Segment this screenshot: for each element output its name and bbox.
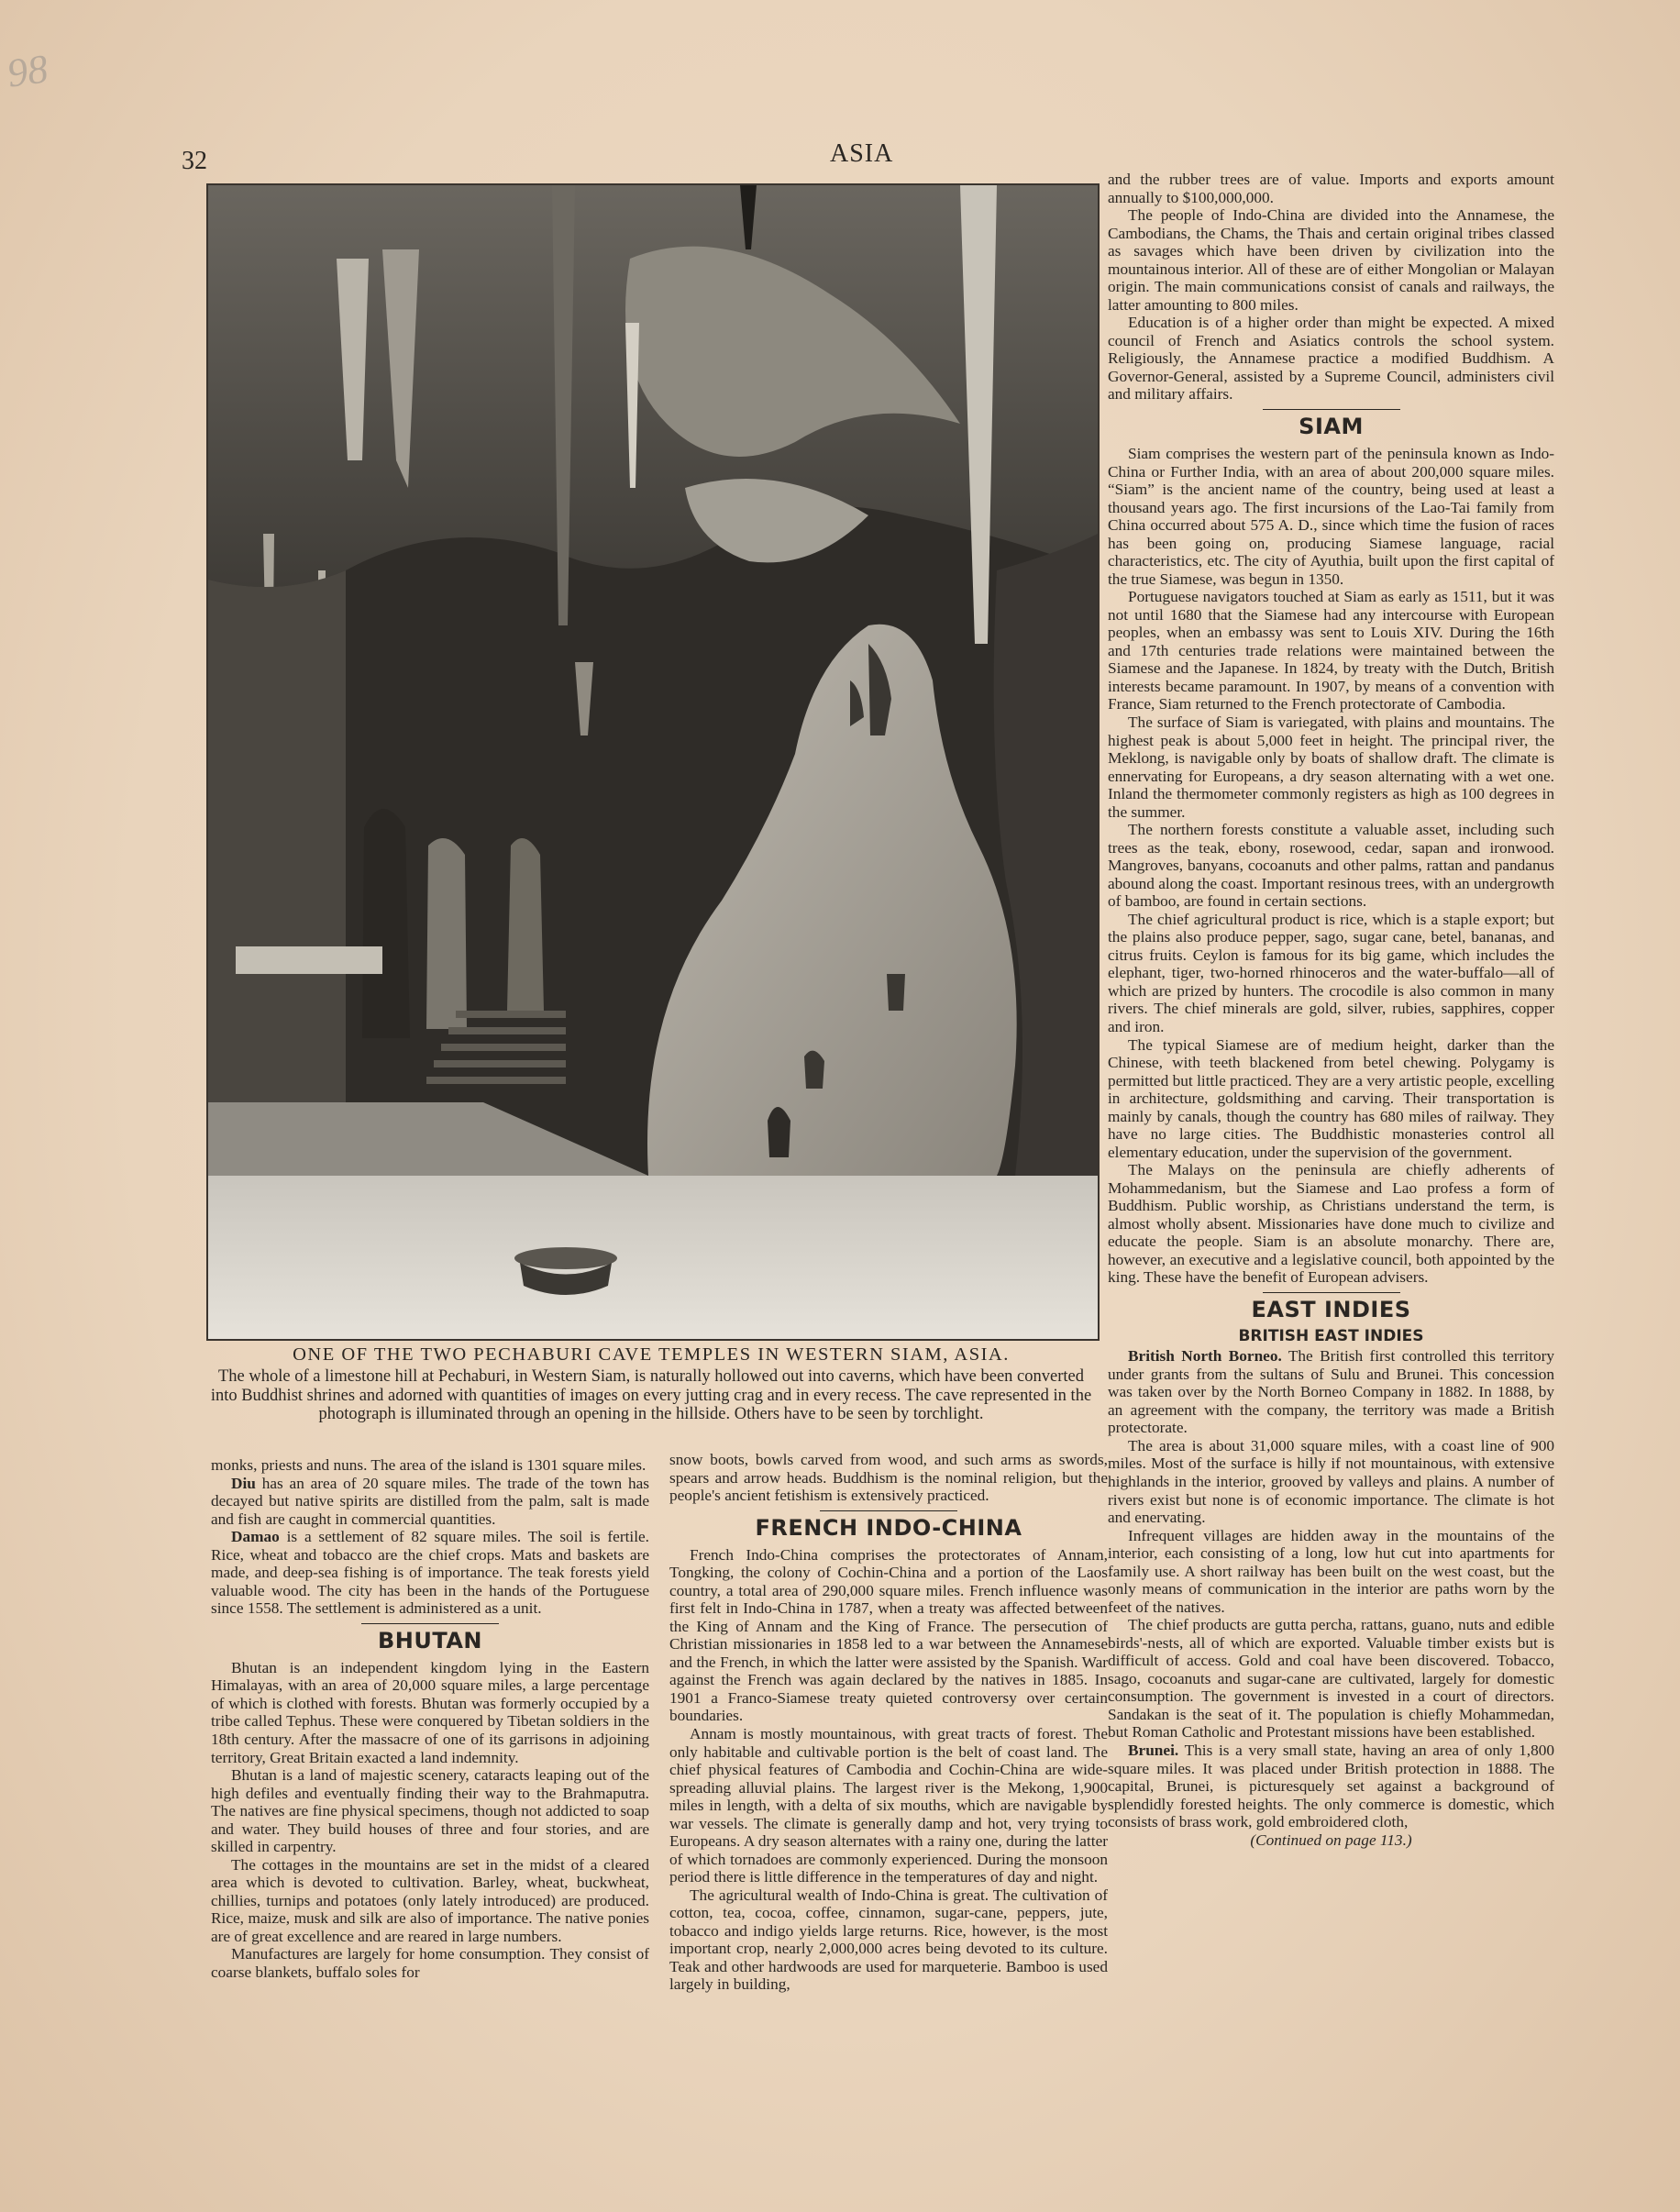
paragraph: The agricultural wealth of Indo-China is great. The cultivation of cotton, tea, cocoa, coffee, cinnamon, sugar-cane, peppers, jute, tobacco and indigo yields large returns. Rice, however, is the most important crop, nearly 2,000,000 acres being devoted to its culture. Teak and other hardwoods are used for marqueterie. Bamboo is used largely in building, bbox=[669, 1886, 1108, 1994]
siam-heading: SIAM bbox=[1108, 409, 1554, 439]
paragraph: and the rubber trees are of value. Imports and exports amount annually to $100,000,000. bbox=[1108, 171, 1554, 206]
british-east-indies-subheading: BRITISH EAST INDIES bbox=[1238, 1327, 1424, 1346]
british-north-borneo-text: The British first controlled this territory under grants from the sultans of Sulu and Brunei. This concession was taken over by the North Borneo Company in 1882. In 1888, by an agreement with the company, the territory was made a British protectorate. bbox=[1108, 1347, 1554, 1437]
cave-temple-photograph bbox=[206, 183, 1100, 1341]
french-indo-china-heading: FRENCH INDO-CHINA bbox=[669, 1510, 1108, 1541]
paragraph: Infrequent villages are hidden away in the mountains of the interior, each consisting of a long, low hut cut into apartments for family use. A short railway has been built on the west coast, but the only means of communication in the interior are paths worn by the feet of the natives. bbox=[1108, 1526, 1554, 1616]
paragraph: The northern forests constitute a valuable asset, including such trees as the teak, ebony, rosewood, cedar, sapan and ironwood. Mangroves, banyans, cocoanuts and other palms, rattan and pandanus abound along the coast. Important resinous trees, with an undergrowth of bamboo, are found in certain sections. bbox=[1108, 821, 1554, 911]
caption-text: The whole of a limestone hill at Pechaburi, in Western Siam, is naturally hollowed out into caverns, which have been converted into Buddhist shrines and adorned with quantities of images on every jutting crag and in every recess. The cave represented in the photograph is illuminated through an opening in the hillside. Others have to be seen by torchlight. bbox=[210, 1366, 1092, 1424]
paragraph: Portuguese navigators touched at Siam as early as 1511, but it was not until 1680 that the Siamese had any intercourse with European peoples, when an embassy was sent to Louis XIV. During the 16th and 17th centuries trade relations were maintained between the Siamese and the Japanese. In 1824, by treaty with the Dutch, British interests became paramount. In 1907, by means of a convention with France, Siam returned to the French protectorate of Cambodia. bbox=[1108, 588, 1554, 713]
diu-label: Diu bbox=[231, 1474, 256, 1492]
diu-paragraph bbox=[211, 1475, 649, 1529]
paragraph: Siam comprises the western part of the peninsula known as Indo-China or Further India, with an area of about 200,000 square miles. “Siam” is the ancient name of the country, being used at least a thousand years ago. The first incursions of the Lao-Tai family from China occurred about 575 A. D., since which time the fusion of races has been going on, producing Siamese language, racial characteristics, etc. The city of Ayuthia, built upon the first capital of the true Siamese, was begun in 1350. bbox=[1108, 445, 1554, 588]
damao-text: is a settlement of 82 square miles. The soil is fertile. Rice, wheat and tobacco are the chief crops. Mats and baskets are made, and deep-sea fishing is of importance. The teak forests yield valuable wood. The city has been in the hands of the Portuguese since 1558. The settlement is administered as a unit. bbox=[211, 1528, 649, 1618]
paragraph: Annam is mostly mountainous, with great tracts of forest. The only habitable and cultivable portion is the belt of coast land. The chief physical features of Cambodia and Cochin-China are wide-spreading alluvial plains. The largest river is the Mekong, 1,900 miles in length, with a delta of six mouths, which are navigable by war vessels. The climate is generally damp and hot, very trying to Europeans. A dry season alternates with a rainy one, during the latter of which tornadoes are commonly experienced. During the monsoon period there is little difference in the temperatures of day and night. bbox=[669, 1725, 1108, 1886]
brunei-paragraph bbox=[1108, 1742, 1554, 1831]
page-number: 32 bbox=[182, 147, 207, 175]
damao-paragraph bbox=[211, 1528, 649, 1618]
british-north-borneo-paragraph bbox=[1108, 1347, 1554, 1437]
paragraph: snow boots, bowls carved from wood, and such arms as swords, spears and arrow heads. Buddhism is the nominal religion, but the people's ancient fetishism is extensively practiced. bbox=[669, 1451, 1108, 1505]
running-head: ASIA bbox=[830, 139, 894, 168]
paragraph: monks, priests and nuns. The area of the island is 1301 square miles. bbox=[211, 1456, 647, 1474]
paragraph: Manufactures are largely for home consumption. They consist of coarse blankets, buffalo soles for bbox=[211, 1945, 649, 1981]
damao-label: Damao bbox=[231, 1528, 280, 1546]
paragraph: The people of Indo-China are divided into the Annamese, the Cambodians, the Chams, the Thais and certain original tribes classed as savages which have been driven by civilization into the mountainous interior. All of these are of either Mongolian or Malayan origin. The main communications consist of canals and railways, the latter amounting to 800 miles. bbox=[1108, 206, 1554, 314]
paragraph: The cottages in the mountains are set in the midst of a cleared area which is devoted to cultivation. Barley, wheat, buckwheat, chillies, turnips and potatoes (only lately introduced) are produced. Rice, maize, musk and silk are also of importance. The native ponies are of great excellence and are reared in large numbers. bbox=[211, 1855, 649, 1945]
paragraph: French Indo-China comprises the protectorates of Annam, Tongking, the colony of Cochin-China and a portion of the Laos country, a total area of 290,000 square miles. French influence was first felt in Indo-China in 1787, when a treaty was affected between the King of Annam and the King of France. The persecution of Christian missionaries in 1858 led to a war between the Annamese and the French, in which the latter were assisted by the Spanish. War against the French was again declared by the natives in 1885. In 1901 a Franco-Siamese treaty quieted controversy over certain boundaries. bbox=[669, 1545, 1108, 1725]
paragraph: The typical Siamese are of medium height, darker than the Chinese, with teeth blackened from betel chewing. Polygamy is permitted but little practiced. They are a very artistic people, excelling in architecture, goldsmithing and carving. Their transportation is mainly by canals, though the country has 680 miles of railway. They have no large cities. The Buddhistic monasteries control all elementary education, under the supervision of the government. bbox=[1108, 1035, 1554, 1161]
middle-column bbox=[669, 1451, 1108, 1994]
paragraph: Bhutan is a land of majestic scenery, cataracts leaping out of the high defiles and eventually finding their way to the Brahmaputra. The natives are fine physical specimens, though not addicted to soap and water. They build houses of three and four stories, and are skilled in carpentry. bbox=[211, 1766, 649, 1856]
paragraph: Education is of a higher order than might be expected. A mixed council of French and Asiatics controls the school system. Religiously, the Annamese practice a modified Buddhism. A Governor-General, assisted by a Supreme Council, administers civil and military affairs. bbox=[1108, 314, 1554, 404]
british-north-borneo-label: British North Borneo. bbox=[1128, 1347, 1282, 1366]
bhutan-heading: BHUTAN bbox=[211, 1623, 649, 1653]
left-column bbox=[211, 1456, 649, 1981]
continued-note: (Continued on page 113.) bbox=[1250, 1830, 1412, 1849]
brunei-text: This is a very small state, having an area of only 1,800 square miles. It was placed under British protection in 1888. The capital, Brunei, is picturesquely set against a background of splendidly forested heights. The only commerce is domestic, which consists of brass work, gold embroidered cloth, bbox=[1108, 1741, 1554, 1831]
caption-title: ONE OF THE TWO PECHABURI CAVE TEMPLES IN WESTERN SIAM, ASIA. bbox=[293, 1344, 1010, 1365]
paragraph: The area is about 31,000 square miles, with a coast line of 900 miles. Most of the surface is hilly if not mountainous, with extensive highlands in the interior, grooved by valleys and plains. A number of rivers exist but none is of economic importance. The climate is hot and enervating. bbox=[1108, 1436, 1554, 1527]
brunei-label: Brunei. bbox=[1128, 1741, 1179, 1759]
pencil-mark: 98 bbox=[4, 46, 51, 96]
paragraph: The chief agricultural product is rice, which is a staple export; but the plains also produce pepper, sago, sugar cane, betel, bananas, and citrus fruits. Ceylon is famous for its big game, which includes the elephant, tiger, two-horned rhinoceros and the water-buffalo—all of which are prized by hunters. The crocodile is also common in many rivers. The chief minerals are gold, silver, rubies, sapphires, copper and iron. bbox=[1108, 910, 1554, 1036]
diu-text: has an area of 20 square miles. The trade of the town has decayed but native spirits are distilled from the palm, salt is made and fish are caught in commercial quantities. bbox=[211, 1474, 649, 1528]
paragraph: Bhutan is an independent kingdom lying in the Eastern Himalayas, with an area of 20,000 square miles, a large percentage of which is clothed with forests. Bhutan was formerly occupied by a tribe called Tephus. These were conquered by Tibetan soldiers in the 18th century. After the massacre of one of its garrisons in adjoining territory, Great Britain exacted a land indemnity. bbox=[211, 1658, 649, 1766]
east-indies-heading: EAST INDIES bbox=[1108, 1292, 1554, 1322]
paragraph: The surface of Siam is variegated, with plains and mountains. The highest peak is about 5,000 feet in height. The principal river, the Meklong, is navigable only by boats of shallow draft. The climate is ennervating for Europeans, a dry season alternating with a wet one. Inland the thermometer commonly registers as high as 100 degrees in the summer. bbox=[1108, 713, 1554, 821]
paragraph: The chief products are gutta percha, rattans, guano, nuts and edible birds'-nests, all of which are exported. Valuable timber exists but is difficult of access. Gold and coal have been discovered. Tobacco, sago, cocoanuts and sugar-cane are cultivated, largely for domestic consumption. The government is invested in a court of directors. Sandakan is the seat of it. The population is chiefly Mohammedan, but Roman Catholic and Protestant missions have been established. bbox=[1108, 1616, 1554, 1742]
photo-caption bbox=[206, 1344, 1096, 1424]
right-column bbox=[1108, 171, 1554, 1849]
paragraph: The Malays on the peninsula are chiefly adherents of Mohammedanism, but the Siamese and Lao profess a form of Buddhism. Public worship, as Christians understand the term, is almost wholly absent. Missionaries have done much to civilize and educate the people. Siam is an absolute monarchy. There are, however, an executive and a legislative council, both appointed by the king. These have the benefit of European advisers. bbox=[1108, 1161, 1554, 1287]
